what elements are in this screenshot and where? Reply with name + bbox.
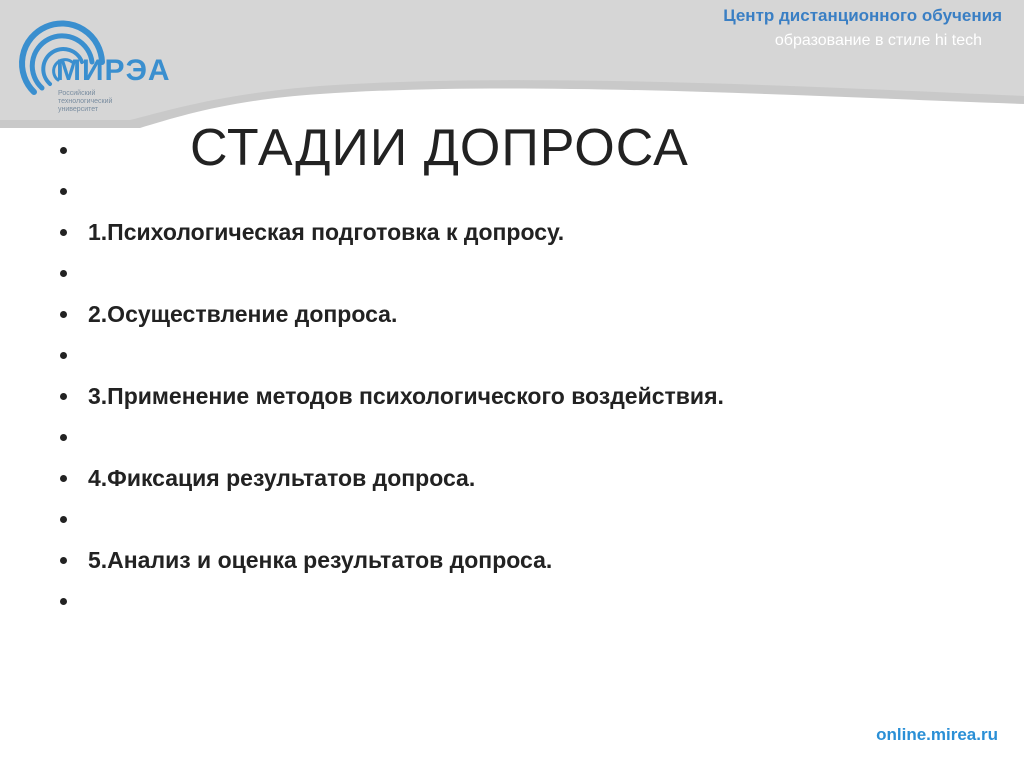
bullet-icon xyxy=(60,352,67,359)
mirea-logo xyxy=(4,8,174,113)
bullet-icon xyxy=(60,516,67,523)
bullet-icon xyxy=(60,311,67,318)
list-item xyxy=(60,212,980,253)
bullet-icon xyxy=(60,475,67,482)
list-item-text: 1.Психологическая подготовка к допросу. xyxy=(88,219,565,245)
stages-list xyxy=(60,130,980,622)
bullet-icon xyxy=(60,147,67,154)
footer-link[interactable]: online.mirea.ru xyxy=(876,725,998,744)
list-item-text: 4.Фиксация результатов допроса. xyxy=(88,465,476,491)
bullet-icon xyxy=(60,229,67,236)
logo-subtitle-line: университет xyxy=(58,106,99,113)
list-item-text: 5.Анализ и оценка результатов допроса. xyxy=(88,547,553,573)
list-item xyxy=(60,376,980,417)
list-item xyxy=(60,253,980,294)
list-item-text: 3.Применение методов психологического воздействия. xyxy=(88,383,724,409)
logo-subtitle-line: технологический xyxy=(58,98,113,105)
list-item xyxy=(60,499,980,540)
bullet-icon xyxy=(60,188,67,195)
bullet-icon xyxy=(60,434,67,441)
list-item xyxy=(60,540,980,581)
list-item xyxy=(60,335,980,376)
logo-subtitle xyxy=(58,90,138,114)
list-item-text: 2.Осуществление допроса. xyxy=(88,301,398,327)
list-item xyxy=(60,130,980,171)
list-item xyxy=(60,417,980,458)
center-subtitle: образование в стиле hi tech xyxy=(774,32,982,49)
bullet-icon xyxy=(60,598,67,605)
list-item xyxy=(60,294,980,335)
center-title: Центр дистанционного обучения xyxy=(723,6,1002,25)
bullet-icon xyxy=(60,270,67,277)
list-item xyxy=(60,171,980,212)
logo-subtitle-line: Российский xyxy=(58,90,96,97)
bullet-icon xyxy=(60,557,67,564)
list-item xyxy=(60,581,980,622)
slide-title: СТАДИИ ДОПРОСА xyxy=(190,119,689,177)
list-item xyxy=(60,458,980,499)
bullet-icon xyxy=(60,393,67,400)
logo-wordmark: МИРЭА xyxy=(56,54,171,87)
